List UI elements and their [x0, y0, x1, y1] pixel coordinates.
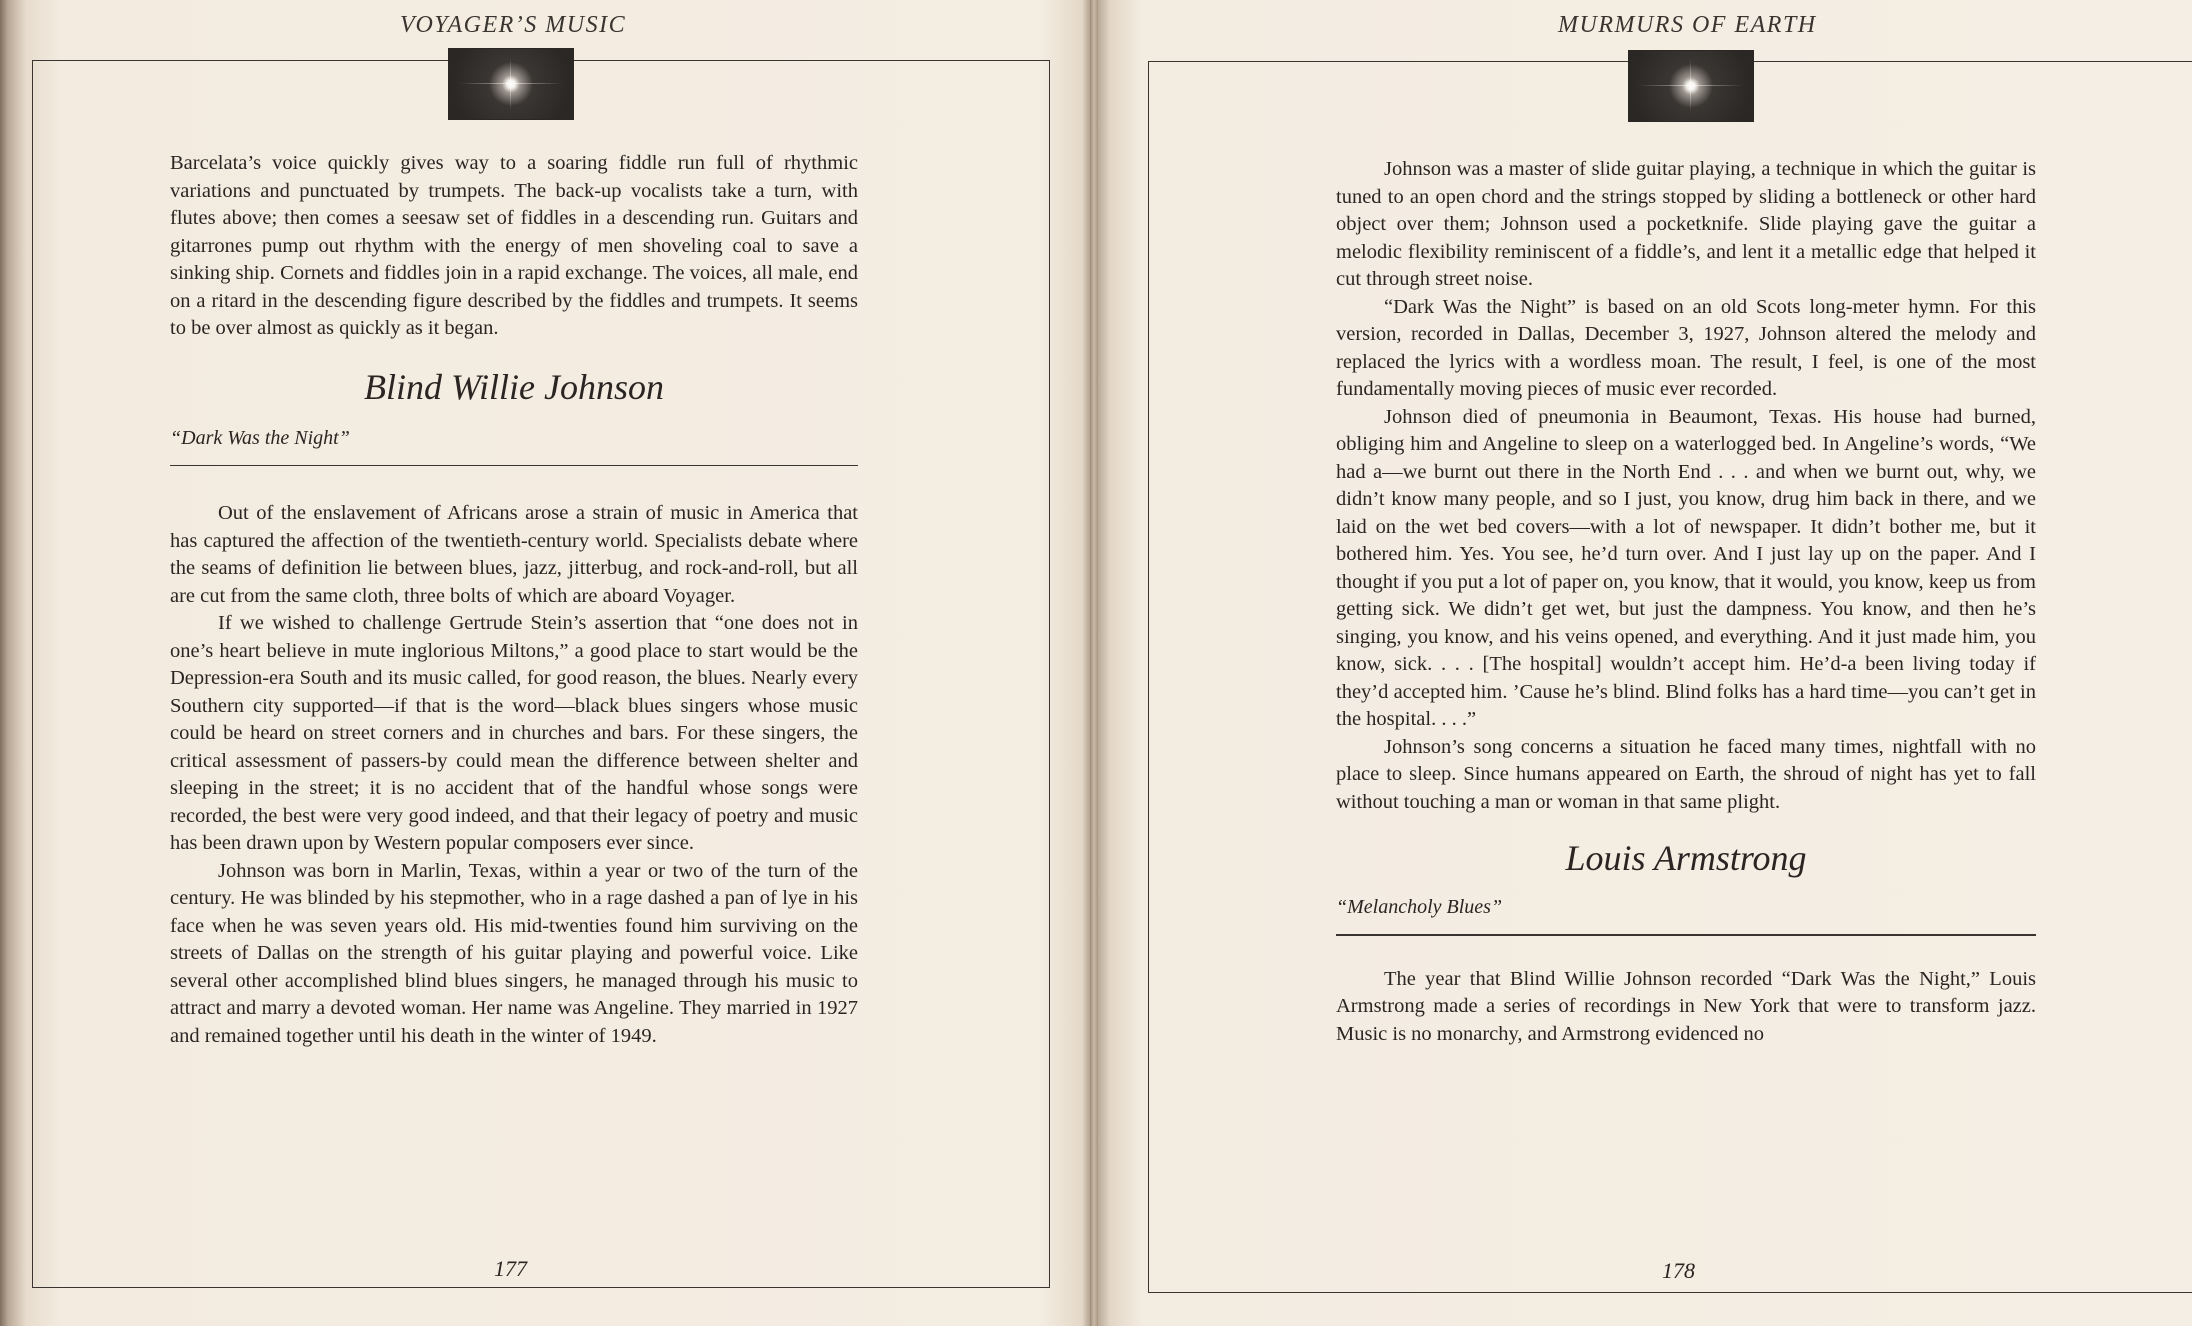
paragraph: If we wished to challenge Gertrude Stein’s assertion that “one does not in one’s heart believe in mute inglorious Miltons,” a good place to start would be the Depression-era South and its music called, for good reason, the blues. Nearly every Southern city supported—if that is the word—black blues singers whose music could be heard on street corners and in churches and bars. For these singers, the critical assessment of passers-by could mean the difference between shelter and sleeping in the street; it is no accident that of the handful whose songs were recorded, the best were very good indeed, and that their legacy of poetry and music has been drawn upon by Western popular composers ever since.: [170, 612, 858, 854]
text-column: [170, 150, 858, 1050]
paragraph: Johnson’s song concerns a situation he faced many times, nightfall with no place to sleep. Since humans appeared on Earth, the shroud of night has yet to fall without touching a man or woman in that same plight.: [1336, 735, 2036, 813]
song-title: “Melancholy Blues”: [1336, 896, 1503, 918]
paragraph: Johnson was a master of slide guitar playing, a technique in which the guitar is tuned to an open chord and the strings stopped by sliding a bottleneck or other hard object over them; Johnson used a pocketknife. Slide playing gave the guitar a melodic flexibility reminiscent of a fiddle’s, and lent it a metallic edge that helped it cut through street noise.: [1336, 158, 2036, 290]
right-page: [1098, 0, 2192, 1326]
star-emblem-icon: [1628, 50, 1754, 122]
left-page: [0, 0, 1090, 1326]
paragraph: Out of the enslavement of Africans arose a strain of music in America that has captured the affection of the twentieth-century world. Specialists debate where the seams of definition lie between blues, jazz, jitterbug, and rock-and-roll, but all are cut from the same cloth, three bolts of which are aboard Voyager.: [170, 502, 858, 607]
paragraph: “Dark Was the Night” is based on an old Scots long-meter hymn. For this version, recorded in Dallas, December 3, 1927, Johnson altered the melody and replaced the lyrics with a wordless moan. The result, I feel, is one of the most fundamentally moving pieces of music ever recorded.: [1336, 295, 2036, 400]
song-title: “Dark Was the Night”: [170, 426, 350, 449]
paragraph: The year that Blind Willie Johnson recorded “Dark Was the Night,” Louis Armstrong made a series of recordings in New York that were to transform jazz. Music is no monarchy, and Armstrong evidenced no: [1336, 967, 2036, 1045]
page-number: 178: [1662, 1258, 1695, 1283]
running-head: VOYAGER’S MUSIC: [400, 12, 627, 38]
section-title: Louis Armstrong: [1565, 838, 1807, 878]
text-column: [1336, 156, 2036, 1048]
paragraph: Johnson died of pneumonia in Beaumont, Texas. His house had burned, obliging him and Angeline to sleep on a waterlogged bed. In Angeline’s words, “We had a—we burnt out there in the North End . . . and when we burnt out, why, we didn’t know many people, and so I just, you know, drug him back in there, and we laid on the wet bed covers—with a lot of newspaper. It didn’t bother me, but it bothered him. Yes. You see, he’d turn over. And I just lay up on the paper. And I thought if you put a lot of paper on, you know, that it would, you know, keep us from getting sick. We didn’t get wet, but just the dampness. You know, and then he’s singing, you know, and his veins opened, and everything. And it just made him, you know, sick. . . . [The hospital] wouldn’t accept him. He’d-a been living today if they’d accepted him. ’Cause he’s blind. Blind folks has a hard time—you can’t get in the hospital. . . .”: [1336, 405, 2036, 730]
paragraph: Barcelata’s voice quickly gives way to a soaring fiddle run full of rhythmic variations and punctuated by trumpets. The back-up vocalists take a turn, with flutes above; then comes a seesaw set of fiddles in a descending run. Guitars and gitarrones pump out rhythm with the energy of men shoveling coal to save a sinking ship. Cornets and fiddles join in a rapid exchange. The voices, all male, end on a ritard in the descending figure described by the fiddles and trumpets. It seems to be over almost as quickly as it began.: [170, 152, 858, 339]
running-head: MURMURS OF EARTH: [1558, 12, 1817, 38]
star-emblem-icon: [448, 48, 574, 120]
page-number: 177: [494, 1256, 527, 1281]
book-gutter: [1090, 0, 1098, 1326]
paragraph: Johnson was born in Marlin, Texas, within a year or two of the turn of the century. He was blinded by his stepmother, who in a rage dashed a pan of lye in his face when he was seven years old. His mid-twenties found him surviving on the streets of Dallas on the strength of his guitar playing and powerful voice. Like several other accomplished blind blues singers, he managed through his music to attract and marry a devoted woman. Her name was Angeline. They married in 1927 and remained together until his death in the winter of 1949.: [170, 859, 858, 1047]
section-title: Blind Willie Johnson: [364, 366, 664, 407]
